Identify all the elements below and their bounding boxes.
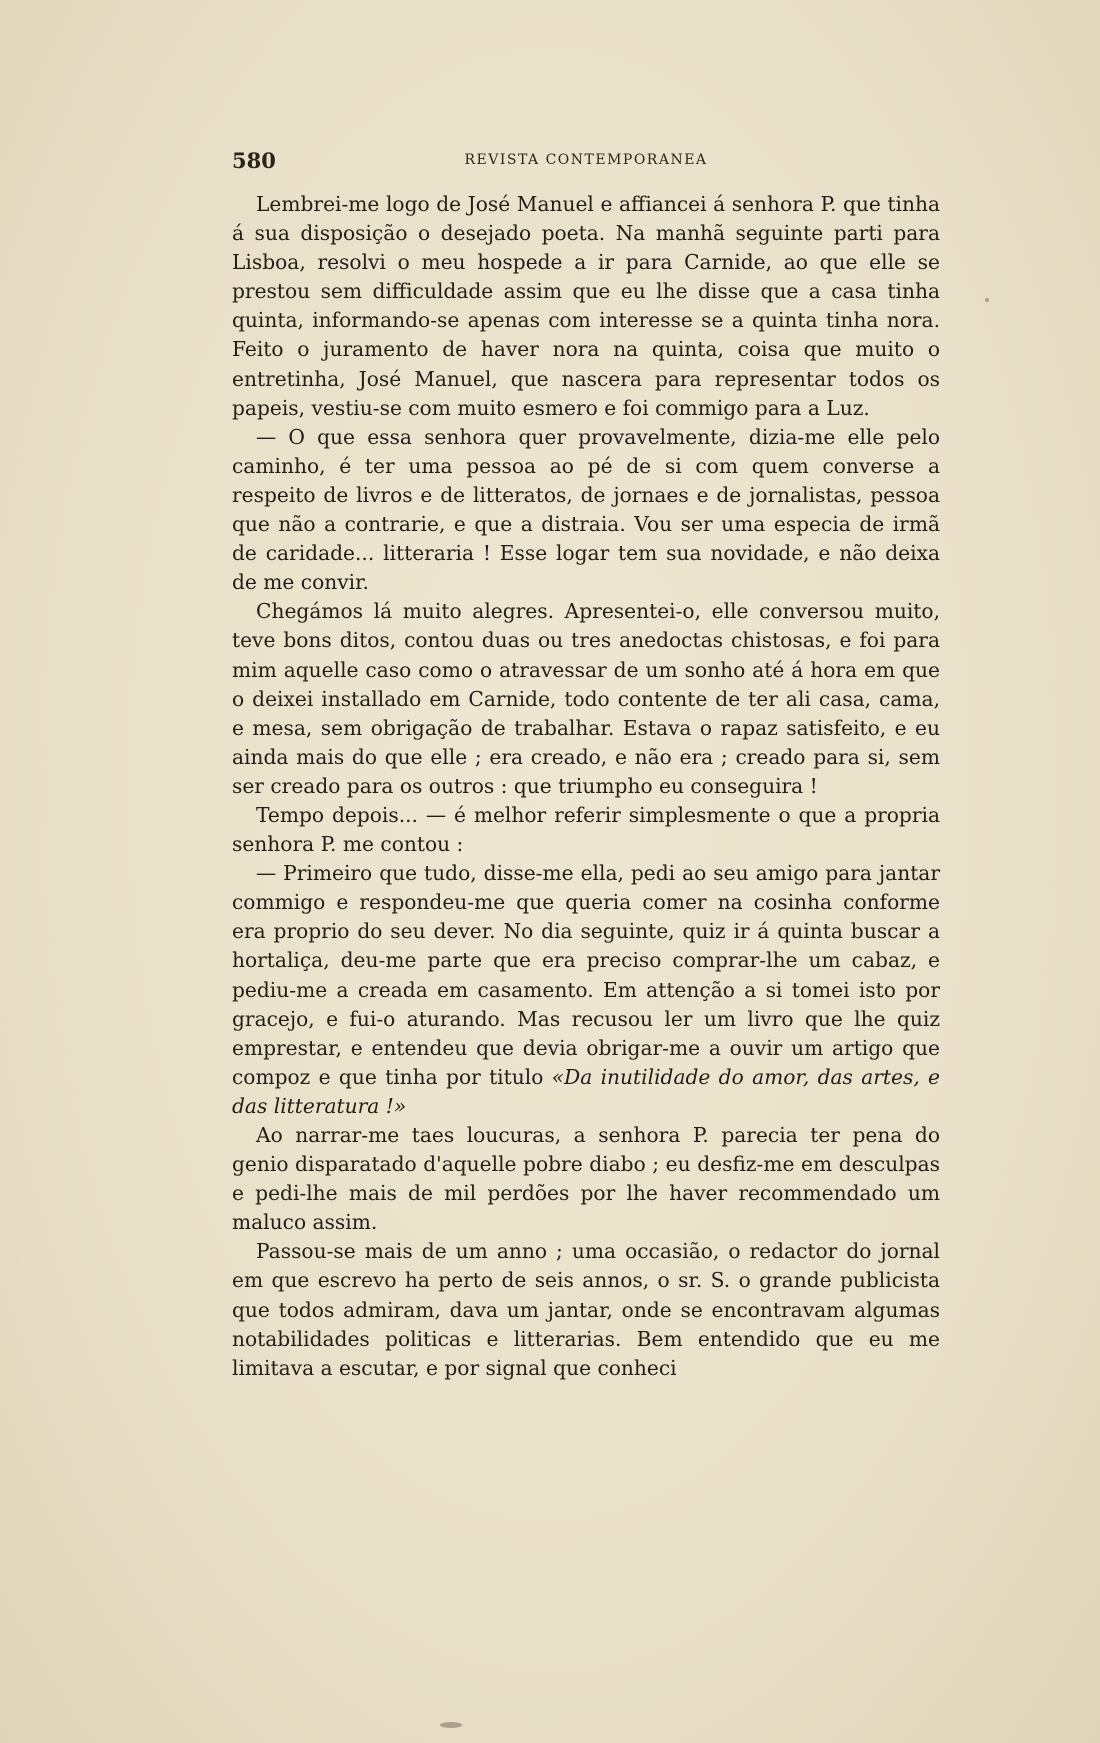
page-header: [232, 148, 940, 172]
paragraph: Ao narrar-me taes loucuras, a senhora P. parecia ter pena do genio disparatado d'aquelle pobre diabo ; eu desfiz-me em desculpas e pedi-lhe mais de mil perdões por lhe haver recommendado um maluco assim.: [232, 1123, 940, 1235]
paragraph: Tempo depois... — é melhor referir simplesmente o que a propria senhora P. me contou :: [232, 802, 940, 857]
body-text: [232, 190, 940, 1383]
paragraph: Chegámos lá muito alegres. Apresentei-o, elle conversou muito, teve bons ditos, contou duas ou tres anedoctas chistosas, e foi para mim aquelle caso como o atravessar de um sonho até á hora em que o deixei installado em Carnide, todo contente de ter ali casa, cama, e mesa, sem obrigação de trabalhar. Estava o rapaz satisfeito, e eu ainda mais do que elle ; era creado, e não era ; creado para si, sem ser creado para os outros : que triumpho eu conseguira !: [232, 599, 940, 798]
paragraph: [232, 859, 940, 1121]
paragraph: — O que essa senhora quer provavelmente, dizia-me elle pelo caminho, é ter uma pessoa ao pé de si com quem converse a respeito de livros e de litteratos, de jornaes e de jornalistas, pessoa que não a contrarie, e que a distraia. Vou ser uma especia de irmã de caridade... litteraria ! Esse logar tem sua novidade, e não deixa de me convir.: [232, 424, 940, 595]
page-number: 580: [232, 148, 276, 173]
paragraph-text: — Primeiro que tudo, disse-me ella, pedi ao seu amigo para jantar commigo e respondeu-me que queria comer na cosinha conforme era proprio do seu dever. No dia seguinte, quiz ir á quinta buscar a hortaliça, deu-me parte que era preciso comprar-lhe um cabaz, e pediu-me a creada em casamento. Em attenção a si tomei isto por gracejo, e fui-o aturando. Mas recusou ler um livro que lhe quiz emprestar, e entendeu que devia obrigar-me a ouvir um artigo que compoz e que tinha por titulo: [232, 861, 940, 1089]
paragraph: Lembrei-me logo de José Manuel e affiancei á senhora P. que tinha á sua disposição o desejado poeta. Na manhã seguinte parti para Lisboa, resolvi o meu hospede a ir para Carnide, ao que elle se prestou sem difficuldade assim que eu lhe disse que a casa tinha quinta, informando-se apenas com interesse se a quinta tinha nora. Feito o juramento de haver nora na quinta, coisa que muito o entretinha, José Manuel, que nascera para representar todos os papeis, vestiu-se com muito esmero e foi commigo para a Luz.: [232, 192, 940, 420]
ink-spot: [985, 298, 989, 302]
article-title: «Da inutilidade do amor, das artes, e das litteratura !»: [232, 1064, 940, 1118]
running-head: REVISTA CONTEMPORANEA: [464, 152, 708, 168]
paragraph: Passou-se mais de um anno ; uma occasião, o redactor do jornal em que escrevo ha perto de seis annos, o sr. S. o grande publicista que todos admiram, dava um jantar, onde se encontravam algumas notabilidades politicas e litterarias. Bem entendido que eu me limitava a escutar, e por signal que conheci: [232, 1239, 940, 1380]
ink-spot: [440, 1722, 462, 1728]
